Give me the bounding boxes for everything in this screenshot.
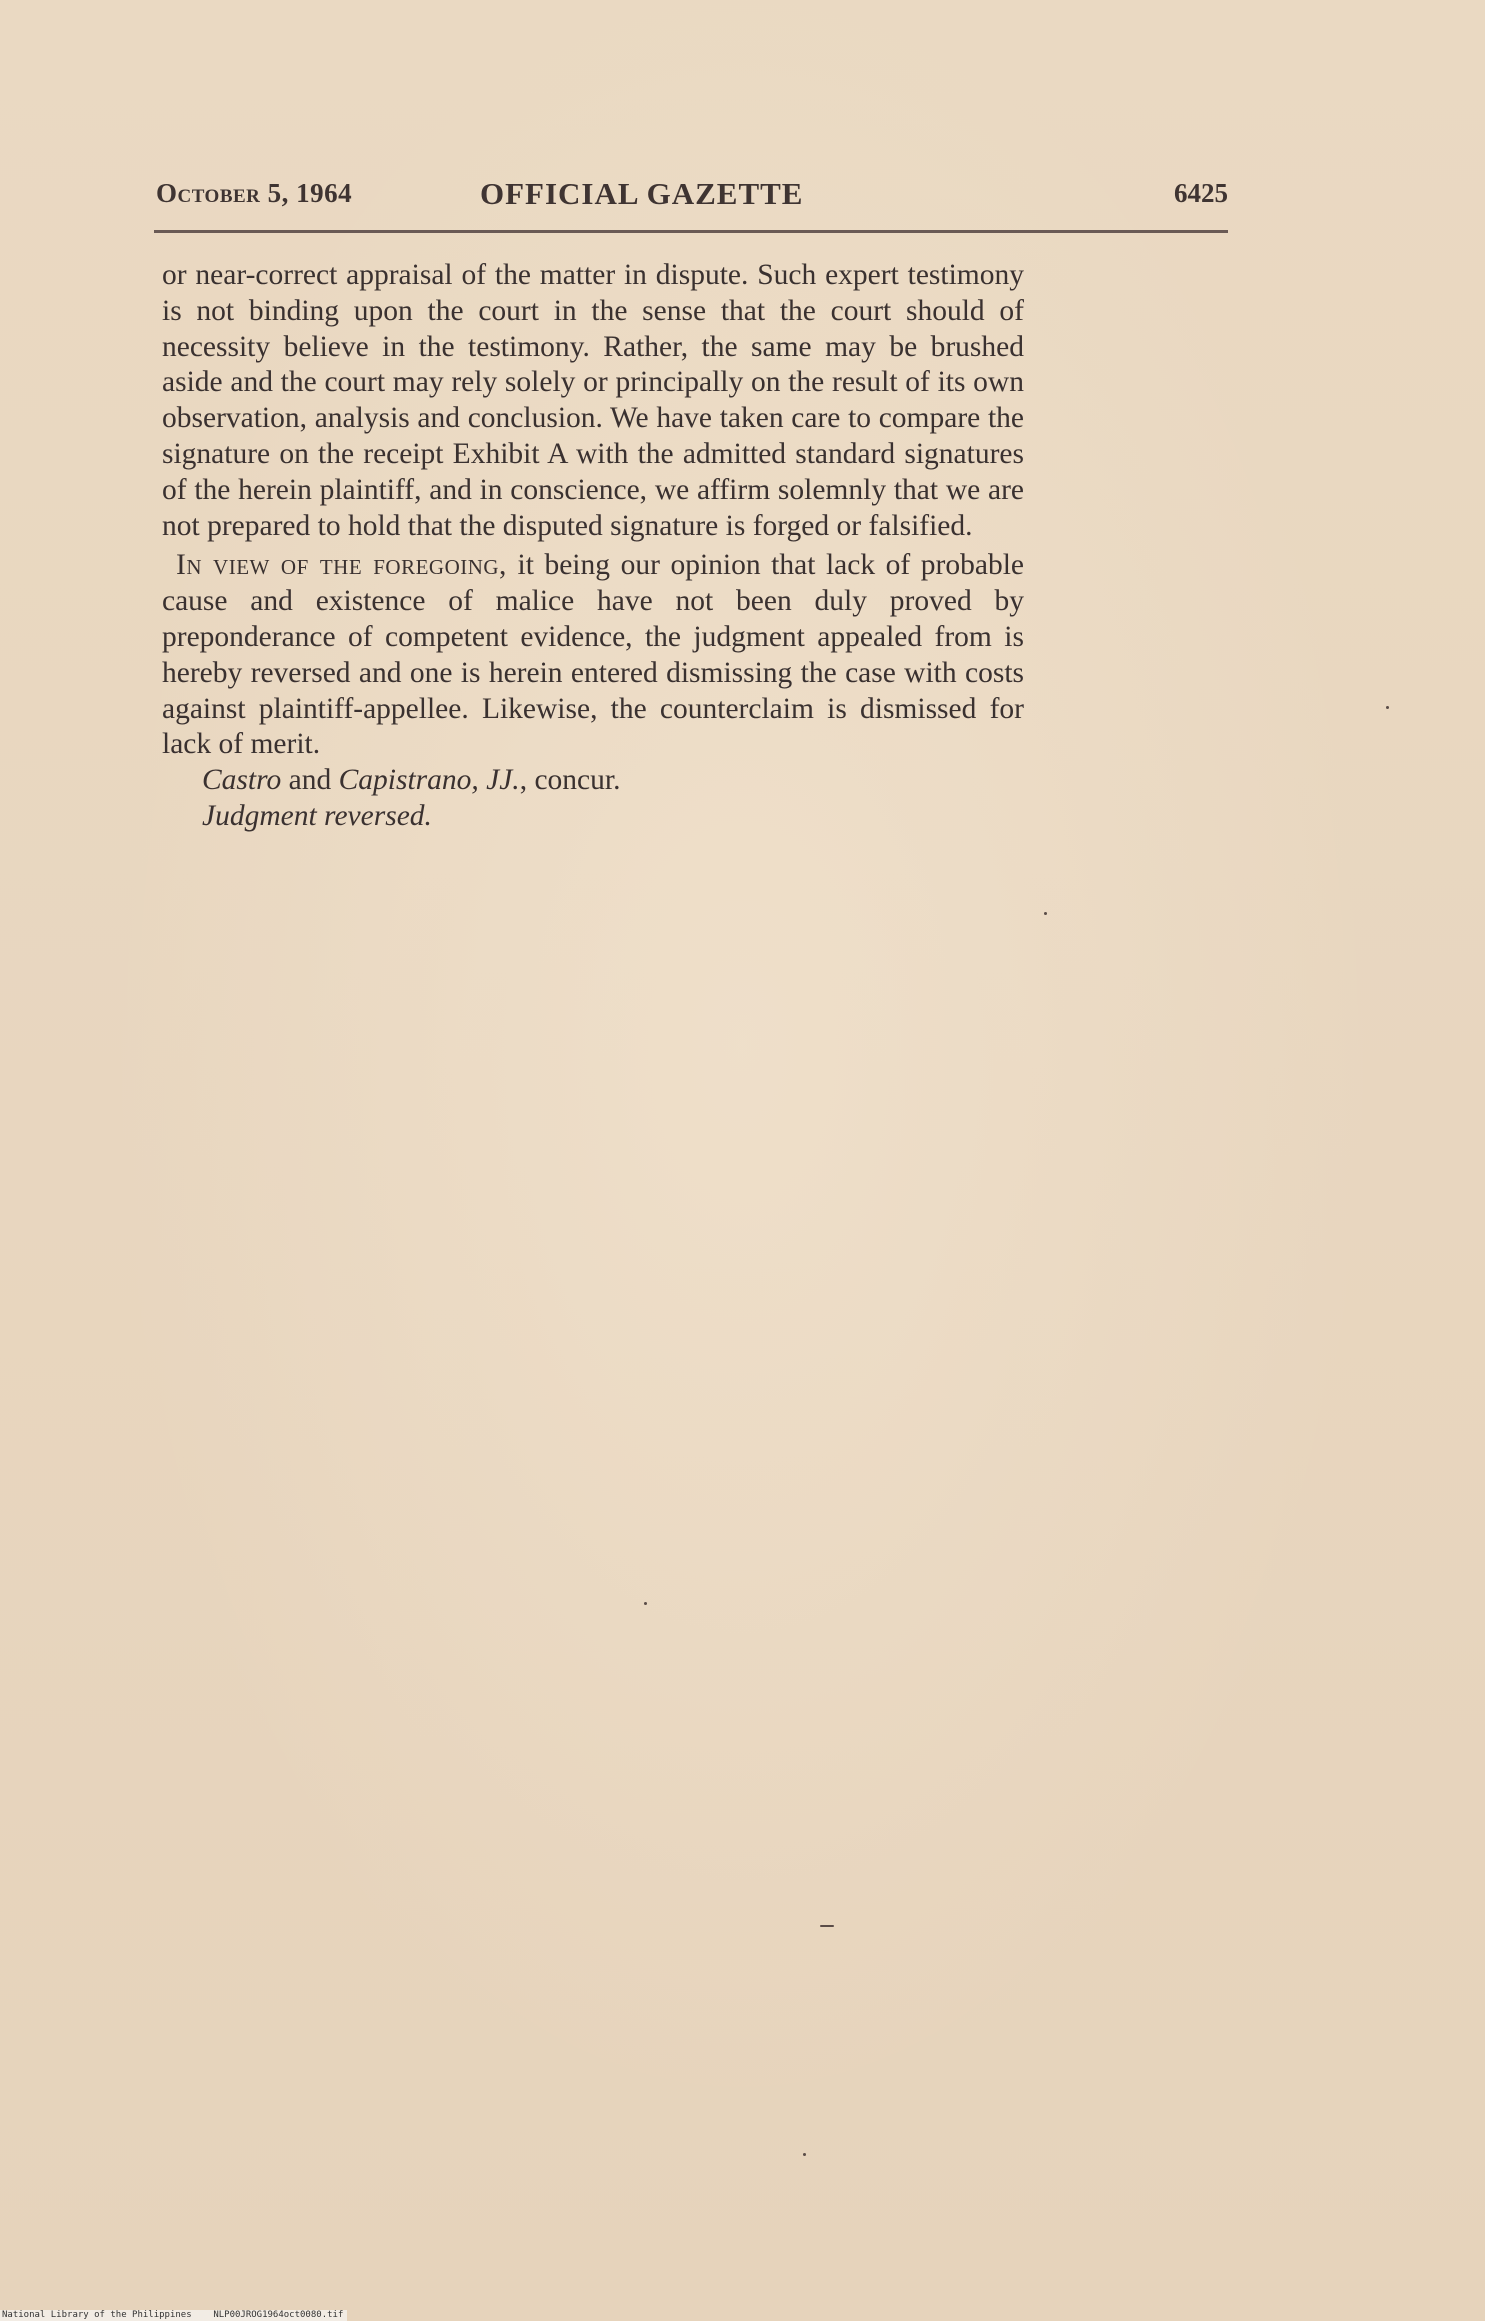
header-date: October 5, 1964 (156, 178, 353, 208)
header-page-number: 6425 (1174, 178, 1228, 208)
header-rule (154, 230, 1228, 233)
header-title: OFFICIAL GAZETTE (480, 176, 804, 211)
print-speck (644, 1602, 647, 1605)
print-speck (803, 2153, 806, 2156)
scan-footer: National Library of the Philippines NLP00JROG1964oct0080.tif (0, 2310, 347, 2321)
paragraph-2-text: it being our opinion that lack of probable cause and existence of malice have not been duly proved by preponderance of competent evidence, the judgment appealed from is hereby reversed and one is herein entered dismissing the case with costs against plaintiff-appellee. Likewise, the counterclaim is dismissed for lack of merit. (162, 549, 1025, 761)
print-speck (1044, 912, 1047, 915)
page-header (156, 178, 1228, 218)
concurrence-line (162, 763, 1024, 799)
paragraph-1: or near-correct appraisal of the matter in dispute. Such expert testimony is not binding upon the court in the sense that the court should of necessity believe in the testimony. Rather, the same may be brushed aside and the court may rely solely or principally on the result of its own observation, analysis and conclusion. We have taken care to compare the signature on the receipt Exhibit A with the admitted standard signatures of the herein plaintiff, and in conscience, we affirm solemnly that we are not prepared to hold that the disputed signature is forged or falsified. (162, 259, 1024, 542)
concur-and: and (281, 764, 339, 797)
concur-name-1: Castro (202, 764, 282, 797)
body-text (162, 258, 1024, 835)
print-speck (820, 1925, 834, 1927)
judgment-result: Judgment reversed. (202, 799, 432, 832)
print-speck (1386, 706, 1389, 709)
paragraph-2-lead: In view of the foregoing, (176, 549, 507, 582)
concur-name-2: Capistrano, JJ. (338, 764, 520, 797)
concur-tail: , concur. (519, 764, 621, 797)
paragraph-2 (162, 548, 1024, 763)
